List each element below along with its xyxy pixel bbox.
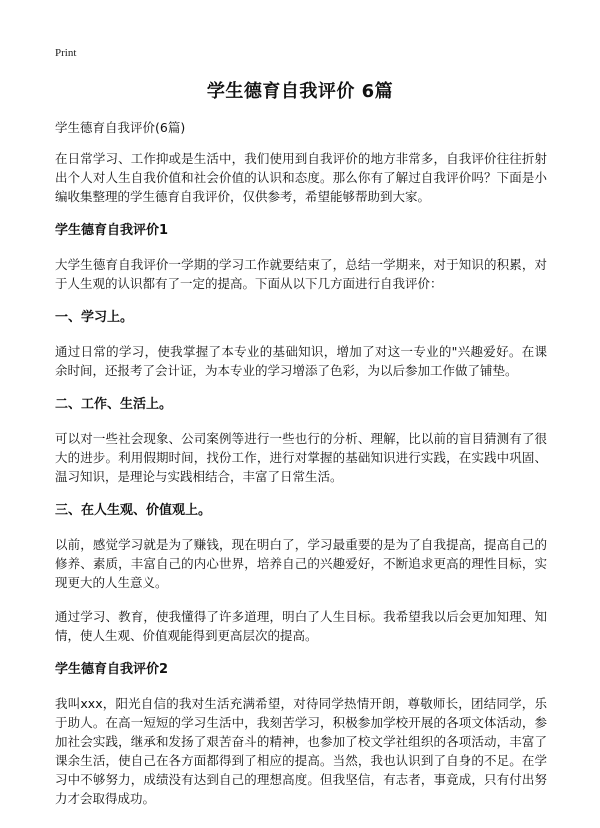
subheading-study: 一、学习上。 [55, 310, 134, 325]
section-heading-2: 学生德育自我评价2 [55, 662, 169, 677]
section-heading-1: 学生德育自我评价1 [55, 223, 169, 238]
document-body [55, 118, 547, 823]
values-paragraph-2: 通过学习、教育，使我懂得了许多道理，明白了人生目标。我希望我以后会更加知理、知情，使人生观、价值观能得到更高层次的提高。 [55, 609, 547, 643]
section2-paragraph: 我叫xxx，阳光自信的我对生活充满希望，对待同学热情开朗，尊敬师长，团结同学，乐于助人。在高一短短的学习生活中，我刻苦学习，积极参加学校开展的各项文体活动，参加社会实践，继承和发扬了艰苦奋斗的精神，也参加了校文学社组织的各项活动，丰富了课余生活，使自己在各方面都得到了相应的提高。当然，我也认识到了自身的不足。在学习中不够努力，成绩没有达到自己的理想高度。但我坚信，有志者，事竟成，只有付出努力才会取得成功。 [55, 696, 547, 806]
study-paragraph: 通过日常的学习，使我掌握了本专业的基础知识，增加了对这一专业的"兴趣爱好。在课余时间，还报考了会计证，为本专业的学习增添了色彩，为以后参加工作做了铺垫。 [55, 344, 547, 378]
subheading-work-life: 二、工作、生活上。 [55, 397, 173, 412]
print-label[interactable]: Print [55, 47, 77, 59]
subheading-values: 三、在人生观、价值观上。 [55, 503, 212, 518]
values-paragraph-1: 以前，感觉学习就是为了赚钱，现在明白了，学习最重要的是为了自我提高，提高自己的修养、素质，丰富自己的内心世界，培养自己的兴趣爱好，不断追求更高的理性目标，实现更大的人生意义。 [55, 537, 547, 590]
intro-paragraph: 在日常学习、工作抑或是生活中，我们使用到自我评价的地方非常多，自我评价往往折射出个人对人生自我价值和社会价值的认识和态度。那么你有了解过自我评价吗？下面是小编收集整理的学生德育自我评价，仅供参考，希望能够帮助到大家。 [55, 151, 547, 204]
page-title: 学生德育自我评价 6篇 [206, 81, 394, 102]
document-subtitle: 学生德育自我评价(6篇) [55, 120, 186, 135]
work-life-paragraph: 可以对一些社会现象、公司案例等进行一些也行的分析、理解，比以前的盲目猜测有了很大的进步。利用假期时间，找份工作，进行对掌握的基础知识进行实践，在实践中巩固、温习知识，是理论与实践相结合，丰富了日常生活。 [55, 431, 547, 484]
section1-intro: 大学生德育自我评价一学期的学习工作就要结束了，总结一学期来，对于知识的积累，对于人生观的认识都有了一定的提高。下面从以下几方面进行自我评价： [55, 257, 547, 291]
